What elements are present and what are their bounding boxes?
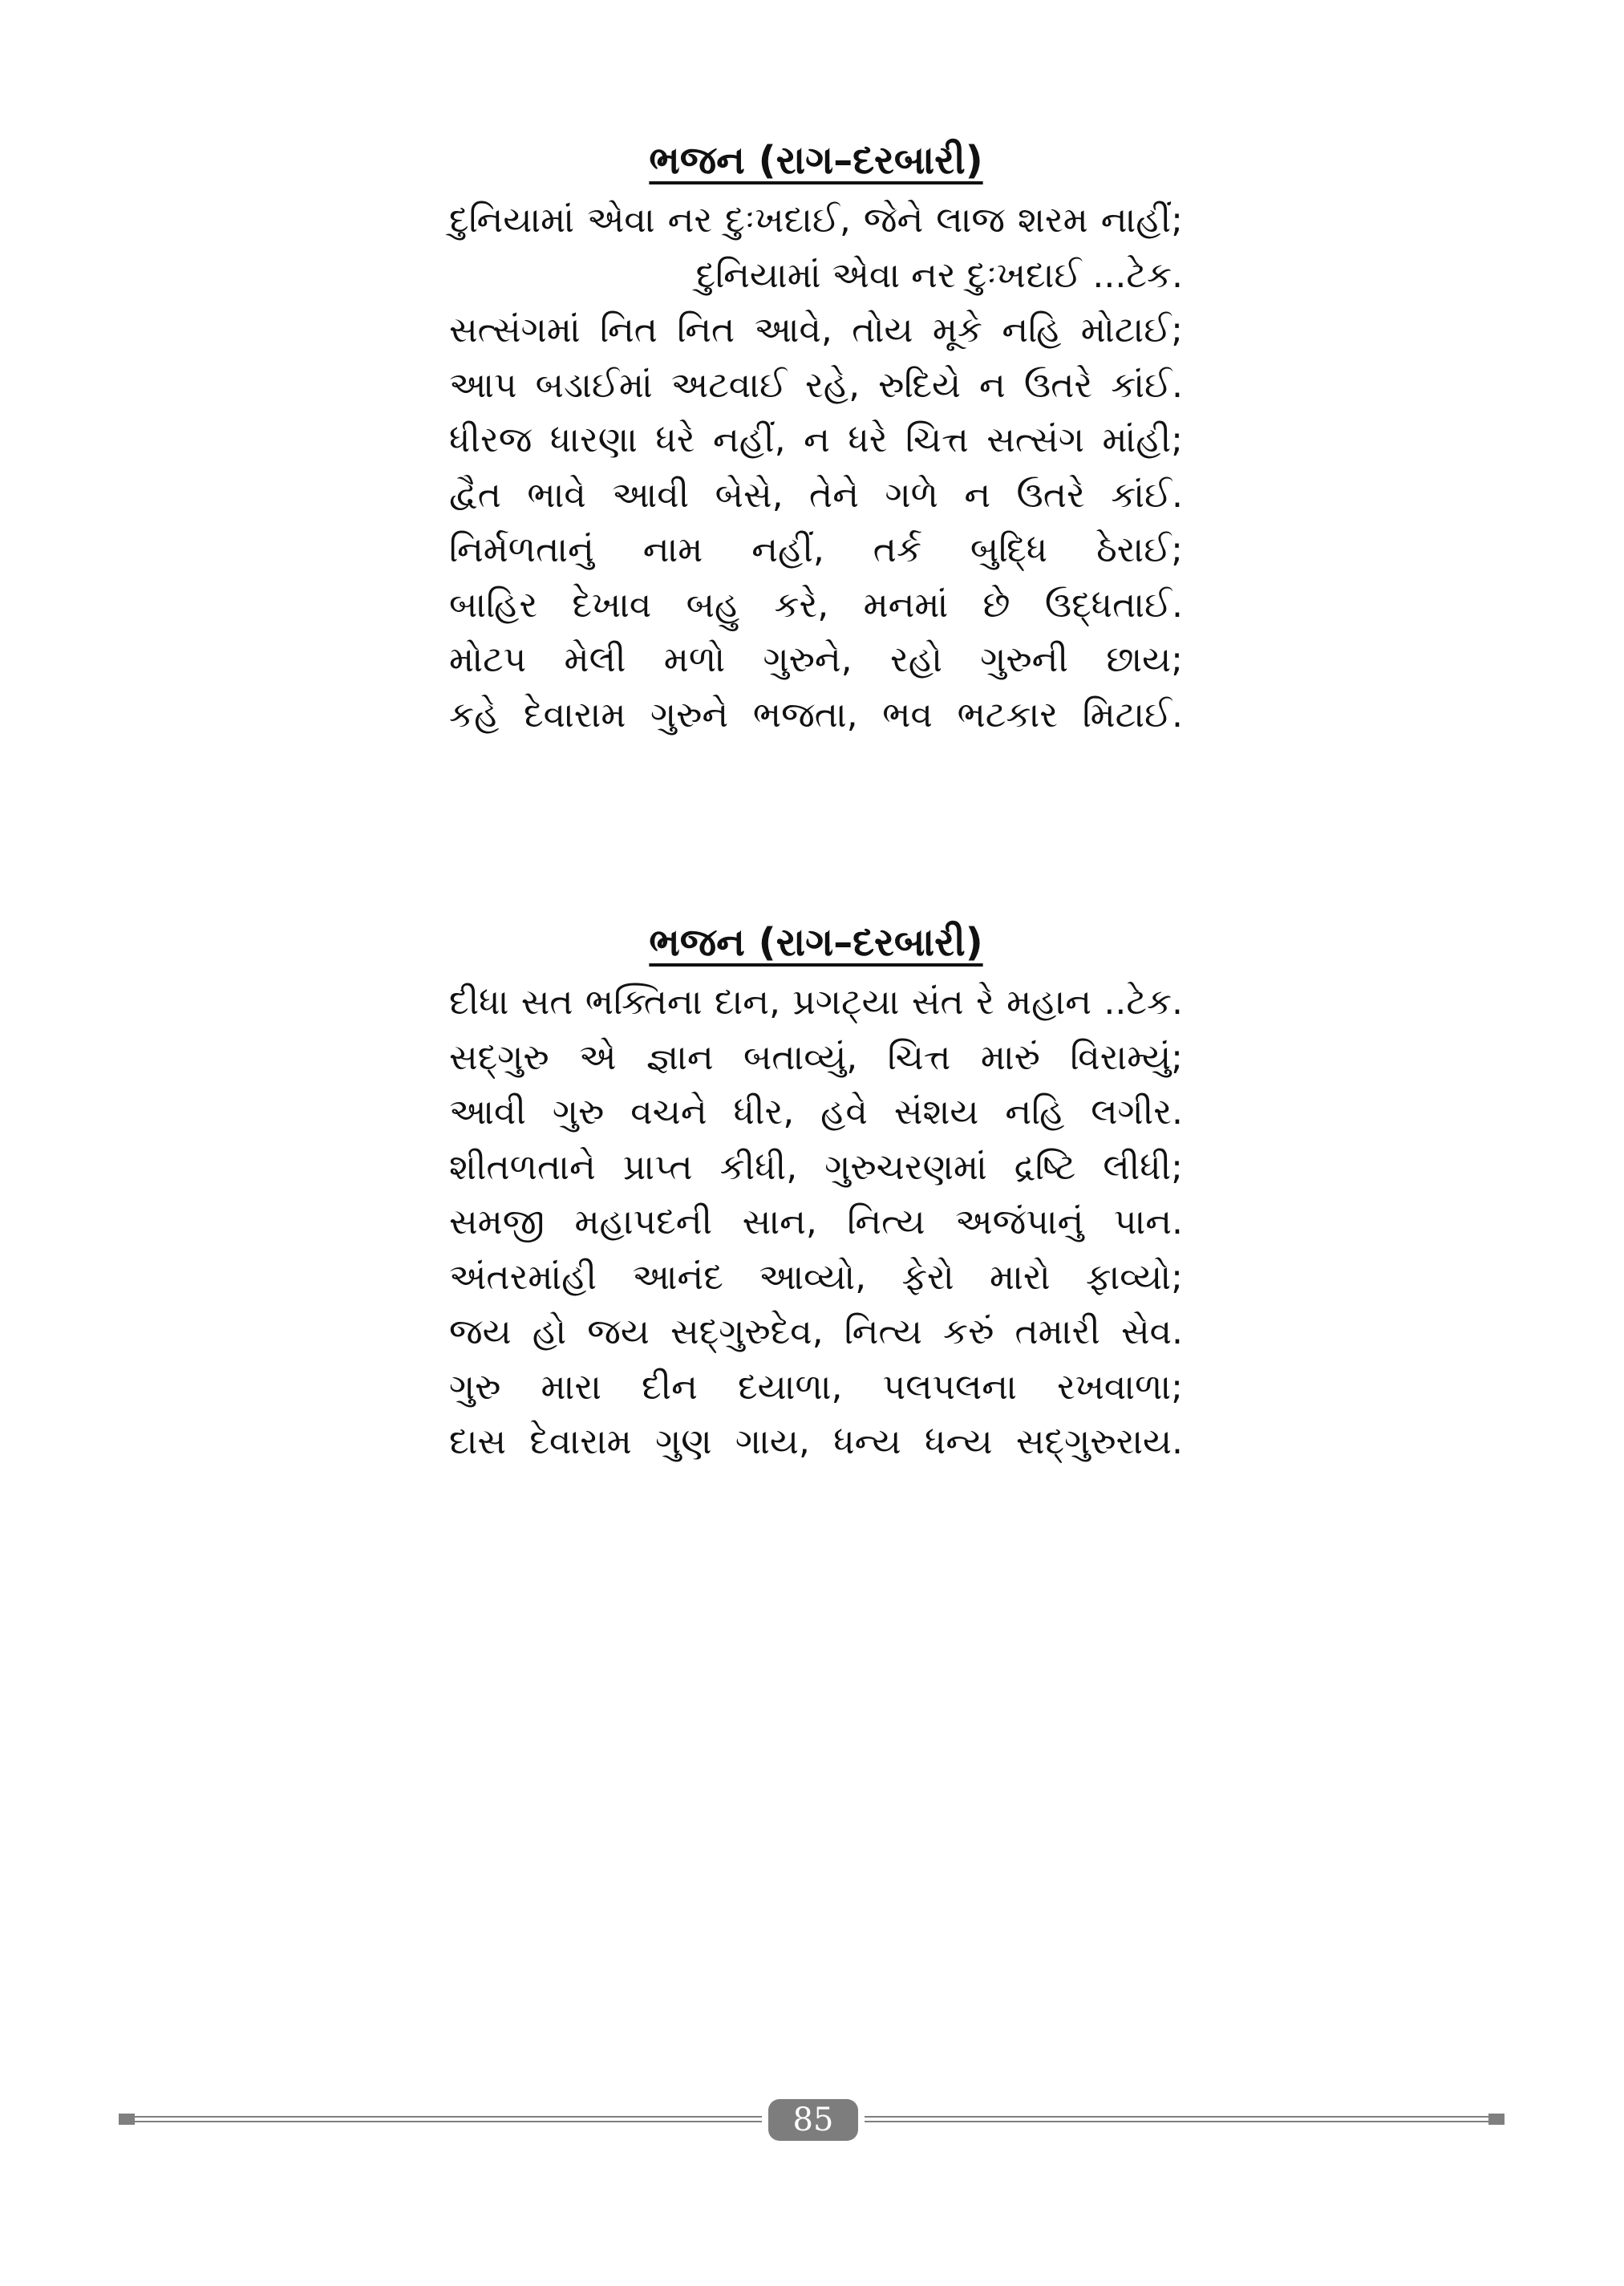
bhajan-section-1 <box>449 132 1183 743</box>
verse-line: સદ્‌ગુરુ એ જ્ઞાન બતાવ્યું, ચિત્ત મારું વિરામ્યું; <box>449 1036 1183 1078</box>
footer-rule-line <box>865 2116 1488 2122</box>
bhajan-title: ભજન (રાગ–દરબારી) <box>649 138 983 183</box>
verse-line: દુનિયામાં એવા નર દુઃખદાઈ, જેને લાજ શરમ નાહીં; <box>449 200 1183 241</box>
verse-line: દ્વૈત ભાવે આવી બેસે, તેને ગળે ન ઉતરે કાંઈ. <box>449 474 1183 516</box>
footer-rule-line <box>135 2116 762 2122</box>
verse-refrain: દુનિયામાં એવા નર દુઃખદાઈ ...ટેક. <box>695 254 1183 296</box>
page-number: 85 <box>768 2099 858 2141</box>
bhajan-title: ભજન (રાગ–દરબારી) <box>649 920 983 965</box>
verse-line: શીતળતાને પ્રાપ્ત કીધી, ગુરુચરણમાં દ્રષ્ટિ લીધી; <box>449 1146 1183 1188</box>
verse-line: દીધા સત ભક્તિના દાન, પ્રગટ્યા સંત રે મહાન ..ટેક. <box>449 982 1183 1023</box>
verse-line: જય હો જય સદ્‌ગુરુદેવ, નિત્ય કરું તમારી સેવ. <box>449 1311 1183 1352</box>
verse-line: દાસ દેવારામ ગુણ ગાય, ધન્ય ધન્ય સદ્‌ગુરુરાય. <box>449 1421 1183 1462</box>
page-footer <box>119 2099 1505 2141</box>
verse-line: નિર્મળતાનું નામ નહીં, તર્ક બુદ્ધિ ઠેરાઈ; <box>449 529 1183 570</box>
verse-line: અંતરમાંહી આનંદ આવ્યો, ફેરો મારો ફાવ્યો; <box>449 1256 1183 1298</box>
verse-line: ધીરજ ધારણા ધરે નહીં, ન ધરે ચિત્ત સત્સંગ માંહી; <box>449 420 1183 460</box>
footer-rule-cap <box>119 2114 135 2125</box>
footer-rule-left <box>119 2114 762 2125</box>
verse-line: કહે દેવારામ ગુરુને ભજતા, ભવ ભટકાર મિટાઈ. <box>449 694 1183 736</box>
verse-line: આપ બડાઈમાં અટવાઈ રહે, રુદિયે ન ઉતરે કાંઈ. <box>449 364 1183 406</box>
footer-rule-right <box>865 2114 1505 2125</box>
verse-line: બાહિર દેખાવ બહુ કરે, મનમાં છે ઉદ્ધતાઈ. <box>449 584 1183 626</box>
footer-rule-cap <box>1488 2114 1505 2125</box>
bhajan-section-2 <box>449 914 1183 1470</box>
verse-line: મોટપ મેલી મળો ગુરુને, રહો ગુરુની છાય; <box>449 639 1183 680</box>
verse-line: આવી ગુરુ વચને ધીર, હવે સંશય નહિ લગીર. <box>449 1092 1183 1133</box>
verse-line: ગુરુ મારા દીન દયાળા, પલપલના રખવાળા; <box>449 1366 1183 1408</box>
verse-line: સત્સંગમાં નિત નિત આવે, તોય મૂકે નહિ મોટાઈ; <box>449 310 1183 351</box>
verse-line: સમજી મહાપદની સાન, નિત્ય અજંપાનું પાન. <box>449 1202 1183 1242</box>
